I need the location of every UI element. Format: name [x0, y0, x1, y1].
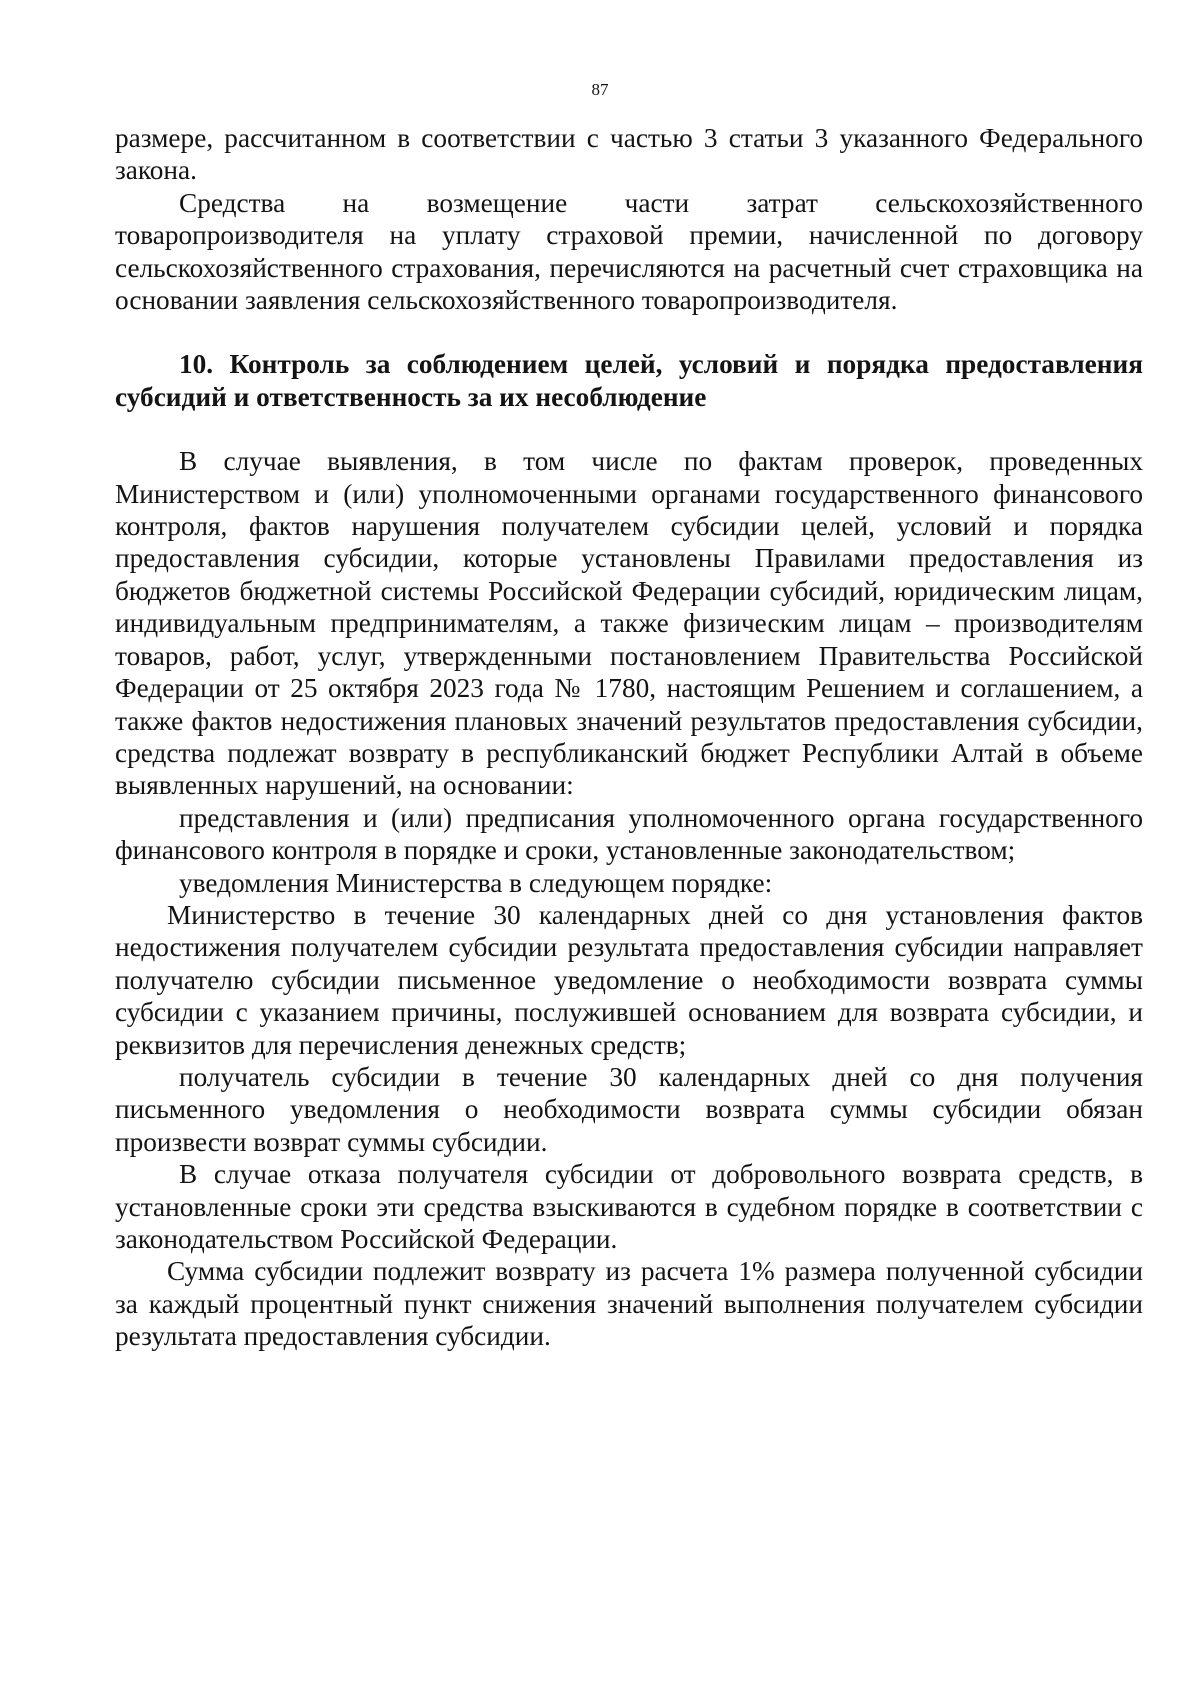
paragraph-violations: В случае выявления, в том числе по фактам проверок, проведенных Министерством и (или) уполномоченными органами государственного финансового контроля, фактов нарушения получателем субсидии целей, условий и порядка предоставления субсидии, которые установлены Правилами предоставления из бюджетов бюджетной системы Российской Федерации субсидий, юридическим лицам, индивидуальным предпринимателям, а также физическим лицам – производителям товаров, работ, услуг, утвержденными постановлением Правительства Российской Федерации от 25 октября 2023 года № 1780, настоящим Решением и соглашением, а также фактов недостижения плановых значений результатов предоставления субсидии, средства подлежат возврату в республиканский бюджет Республики Алтай в объеме выявленных нарушений, на основании: — [115, 446, 1143, 801]
page-number: 87 — [591, 80, 609, 99]
paragraph-notification: уведомления Министерства в следующем порядке: — [179, 867, 773, 898]
paragraph-refund-calculation: Сумма субсидии подлежит возврату из расчета 1% размера полученной субсидии за каждый процентный пункт снижения значений выполнения получателем субсидии результата предоставления субсидии. — [115, 1256, 1143, 1352]
paragraph-representation: представления и (или) предписания уполномоченного органа государственного финансового контроля в порядке и сроки, установленные законодательством; — [115, 802, 1143, 866]
paragraph-ministry-notice: Министерство в течение 30 календарных дней со дня установления фактов недостижения получателем субсидии результата предоставления субсидии направляет получателю субсидии письменное уведомление о необходимости возврата суммы субсидии с указанием причины, послужившей основанием для возврата субсидии, и реквизитов для перечисления денежных средств; — [115, 899, 1143, 1060]
paragraph-continuation: размере, рассчитанном в соответствии с частью 3 статьи 3 указанного Федерального закона. — [115, 123, 1143, 186]
paragraph-insurance-funds: Средства на возмещение части затрат сельскохозяйственного товаропроизводителя на уплату страховой премии, начисленной по договору сельскохозяйственного страхования, перечисляются на расчетный счет страховщика на основании заявления сельскохозяйственного товаропроизводителя. — [115, 187, 1143, 316]
document-body — [115, 122, 1143, 1353]
paragraph-recipient-return: получатель субсидии в течение 30 календарных дней со дня получения письменного уведомления о необходимости возврата суммы субсидии обязан произвести возврат суммы субсидии. — [115, 1061, 1143, 1157]
paragraph-refusal: В случае отказа получателя субсидии от добровольного возврата средств, в установленные сроки эти средства взыскиваются в судебном порядке в соответствии с законодательством Российской Федерации. — [115, 1159, 1143, 1254]
section-heading: 10. Контроль за соблюдением целей, условий и порядка предоставления субсидий и ответственность за их несоблюдение — [115, 349, 1143, 412]
